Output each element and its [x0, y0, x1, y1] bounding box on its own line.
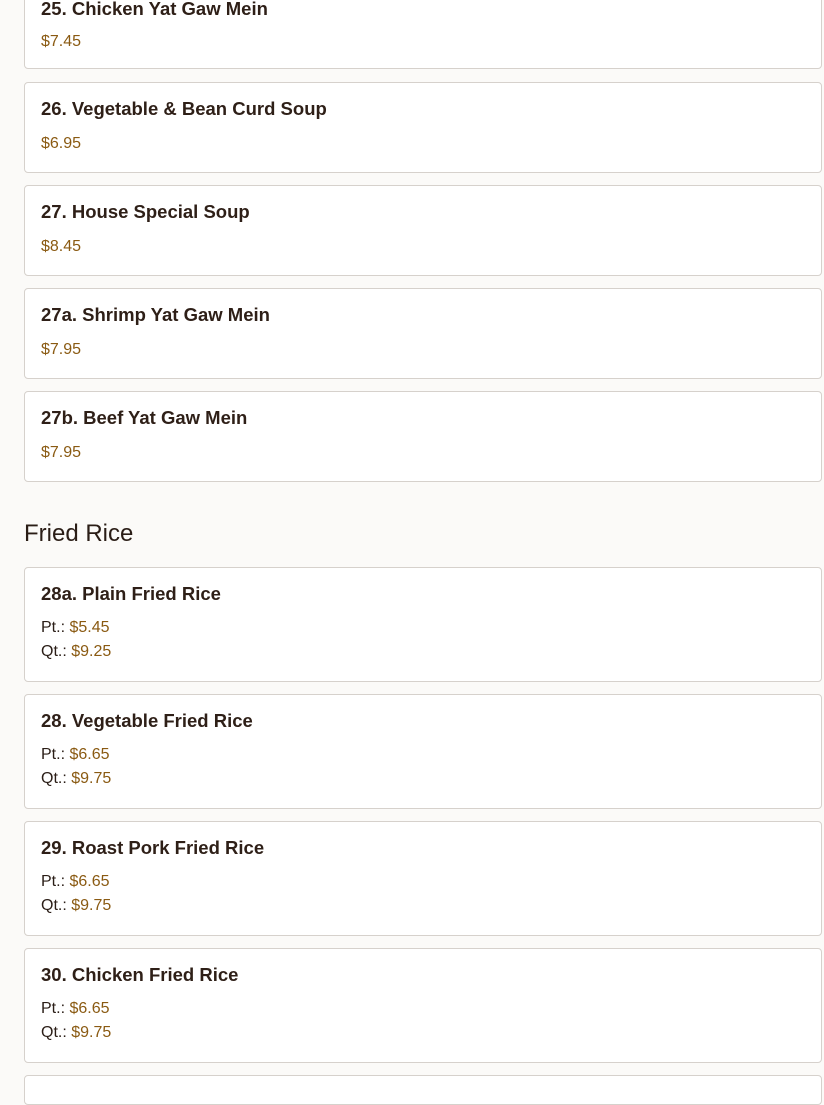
- price-row-pint: [41, 619, 110, 637]
- price-quart: $9.75: [71, 1024, 112, 1041]
- menu-item-card[interactable]: [24, 567, 822, 682]
- menu-item-card[interactable]: [24, 948, 822, 1063]
- price-label-pint: Pt.:: [41, 746, 66, 763]
- menu-item-card[interactable]: [24, 82, 822, 173]
- price-label-pint: Pt.:: [41, 1000, 66, 1017]
- menu-item-name: 27. House Special Soup: [41, 201, 250, 222]
- price-label-quart: Qt.:: [41, 1024, 67, 1041]
- menu-item-card[interactable]: [24, 288, 822, 379]
- price-quart: $9.75: [71, 770, 112, 787]
- menu-item-card[interactable]: [24, 1075, 822, 1105]
- menu-item-name: 28a. Plain Fried Rice: [41, 583, 221, 604]
- price-label-quart: Qt.:: [41, 770, 67, 787]
- price-row-quart: [41, 770, 111, 788]
- menu-item-card[interactable]: [24, 0, 822, 69]
- menu-item-price: $7.95: [41, 341, 82, 358]
- price-label-pint: Pt.:: [41, 619, 66, 636]
- price-label-quart: Qt.:: [41, 897, 67, 914]
- menu-item-price: $7.45: [41, 33, 82, 50]
- menu-item-price: $7.95: [41, 444, 82, 461]
- price-label-quart: Qt.:: [41, 643, 67, 660]
- menu-item-card[interactable]: [24, 185, 822, 276]
- price-pint: $5.45: [69, 619, 110, 636]
- price-row-pint: [41, 873, 110, 891]
- menu-item-name: 27a. Shrimp Yat Gaw Mein: [41, 304, 270, 325]
- section-title-fried-rice: Fried Rice: [24, 520, 134, 547]
- menu-item-card[interactable]: [24, 391, 822, 482]
- menu-item-name: 28. Vegetable Fried Rice: [41, 710, 253, 731]
- price-row-pint: [41, 1000, 110, 1018]
- menu-item-name: 27b. Beef Yat Gaw Mein: [41, 407, 248, 428]
- price-row-quart: [41, 1024, 111, 1042]
- price-label-pint: Pt.:: [41, 873, 66, 890]
- menu-item-price: $8.45: [41, 238, 82, 255]
- price-pint: $6.65: [69, 873, 110, 890]
- menu-item-name: 26. Vegetable & Bean Curd Soup: [41, 98, 327, 119]
- menu-item-card[interactable]: [24, 821, 822, 936]
- price-quart: $9.25: [71, 643, 112, 660]
- price-row-quart: [41, 897, 111, 915]
- menu-item-price: $6.95: [41, 135, 82, 152]
- menu-item-name: 29. Roast Pork Fried Rice: [41, 837, 265, 858]
- menu-item-name: 30. Chicken Fried Rice: [41, 964, 239, 985]
- menu-item-card[interactable]: [24, 694, 822, 809]
- price-pint: $6.65: [69, 1000, 110, 1017]
- price-pint: $6.65: [69, 746, 110, 763]
- menu-item-name: 25. Chicken Yat Gaw Mein: [41, 0, 268, 19]
- price-row-quart: [41, 643, 111, 661]
- price-row-pint: [41, 746, 110, 764]
- price-quart: $9.75: [71, 897, 112, 914]
